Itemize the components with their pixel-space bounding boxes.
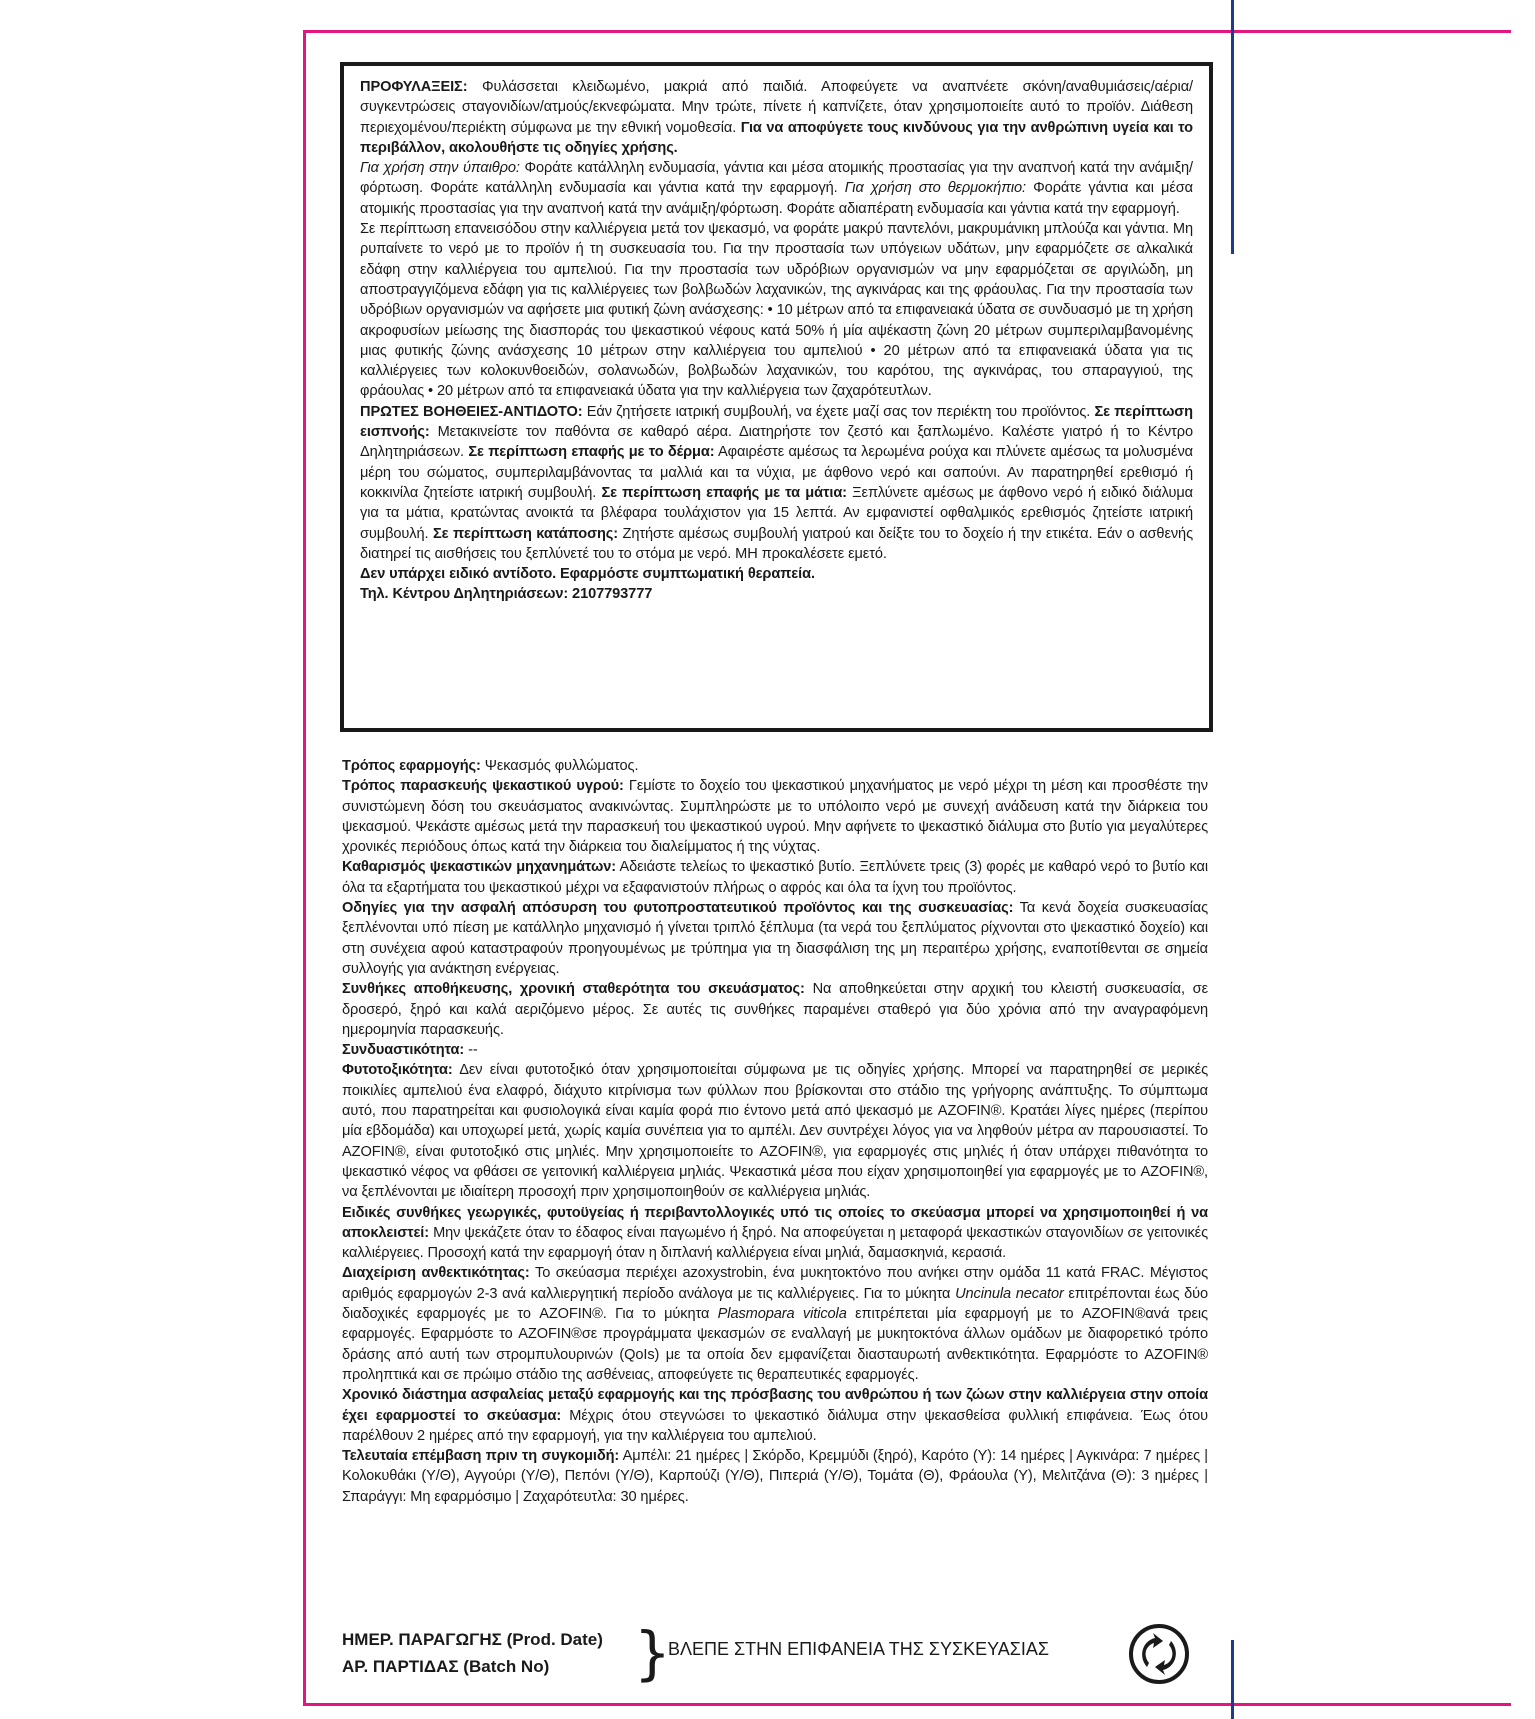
greenhouse-use-label: Για χρήση στο θερμοκήπιο: bbox=[844, 180, 1027, 197]
ingestion-label: Σε περίπτωση κατάποσης: bbox=[432, 525, 619, 542]
ingestion-text: Ζητήστε αμέσως συμβουλή γιατρού και δείξτε του το δοχείο ή την ετικέτα. Εάν ο ασθενής διατηρεί τις αισθήσεις του ξεπλύνετέ του το στόμα με νερό. ΜΗ προκαλέσετε εμετό. bbox=[360, 525, 1194, 562]
resistance-text-3: επιτρέπεται μία εφαρμογή με το AZOFIN®ανά τρεις εφαρμογές. Εφαρμόστε το AZOFIN®σε προγράμματα ψεκασμών σε εναλλαγή με μυκητοκτόνα άλλων ομάδων με διαφορετικό τρόπο δράσης από αυτή των στρομπυλουρινών (QoIs) με τα οποία δεν εμφανίζεται διασταυρωτή ανθεκτικότητα. Εφαρμόστε το AZOFIN® προληπτικά και σε πρώιμο στάδιο της ασθένειας, αποφεύγετε τις θεραπευτικές εφαρμογές. bbox=[342, 1306, 1208, 1383]
preharvest-interval bbox=[342, 1446, 1208, 1507]
first-aid-text: Εάν ζητήσετε ιατρική συμβουλή, να έχετε μαζί σας τον περιέκτη του προϊόντος. bbox=[582, 403, 1095, 420]
usage-instructions bbox=[342, 756, 1208, 1507]
curly-brace: } bbox=[634, 1619, 671, 1687]
phytotoxicity bbox=[342, 1060, 1208, 1202]
storage-label: Συνθήκες αποθήκευσης, χρονική σταθερότητα του σκευάσματος: bbox=[342, 981, 805, 998]
special-conditions-text: Μην ψεκάζετε όταν το έδαφος είναι παγωμένο ή ξηρό. Να αποφεύγεται η μεταφορά ψεκαστικών σταγονιδίων σε γειτονικές καλλιέργειες. Προσοχή κατά την εφαρμογή όταν η διπλανή καλλιέργεια είναι μηλιά, δαμασκηνιά, κερασιά. bbox=[342, 1224, 1208, 1262]
resistance-text-2: επιτρέπονται έως δύο διαδοχικές εφαρμογές με το AZOFIN®. Για το μύκητα bbox=[342, 1285, 1208, 1323]
equipment-cleaning-label: Καθαρισμός ψεκαστικών μηχανημάτων: bbox=[342, 859, 617, 876]
first-aid-label: ΠΡΩΤΕΣ ΒΟΗΘΕΙΕΣ-ΑΝΤΙΔΟΤΟ: bbox=[360, 403, 583, 420]
compatibility bbox=[342, 1040, 1208, 1060]
preparation-label: Τρόπος παρασκευής ψεκαστικού υγρού: bbox=[342, 778, 624, 795]
precautions-box bbox=[340, 62, 1213, 732]
outdoor-use-text: Φοράτε κατάλληλη ενδυμασία, γάντια και μέσα ατομικής προστασίας για την αναπνοή κατά την ανάμιξη/φόρτωση. Φοράτε κατάλληλη ενδυμασία και γάντια κατά την εφαρμογή. bbox=[360, 160, 1193, 197]
outdoor-use-label: Για χρήση στην ύπαιθρο: bbox=[360, 160, 520, 177]
preparation-text: Γεμίστε το δοχείο του ψεκαστικού μηχανήματος με νερό μέχρι τη μέση και προσθέστε την συνιστώμενη δόση του σκευάσματος ανακινώντας. Συμπληρώστε με το υπόλοιπο νερό με συνεχή ανάδευση κατά την διάρκεια του ψεκασμού. Ψεκάστε αμέσως μετά την παρασκευή του ψεκαστικού υγρού. Μην αφήνετε το ψεκαστικό διάλυμα στο βυτίο για μεγαλύτερες χρονικές περιόδους όπως κατά την διάρκεια του διαλείμματος ή της νύχτας. bbox=[342, 778, 1209, 856]
antidote-text: Δεν υπάρχει ειδικό αντίδοτο. Εφαρμόστε συμπτωματική θεραπεία. bbox=[360, 566, 815, 583]
eye-contact-text: Ξεπλύνετε αμέσως με άφθονο νερό ή ειδικό διάλυμα για τα μάτια, κρατώντας ανοικτά τα βλέφαρα τουλάχιστον για 15 λεπτά. Αν εμφανιστεί οφθαλμικός ερεθισμός ζητείστε ιατρική συμβουλή. bbox=[360, 484, 1193, 542]
disposal-label: Οδηγίες για την ασφαλή απόσυρση του φυτοπροστατευτικού προϊόντος και της συσκευασίας: bbox=[342, 900, 1014, 917]
inhalation-text: Μετακινείστε τον παθόντα σε καθαρό αέρα. Διατηρήστε τον ζεστό και ξαπλωμένο. Καλέστε γιατρό ή το Κέντρο Δηλητηριάσεων. bbox=[360, 424, 1193, 461]
application-method-text: Ψεκασμός φυλλώματος. bbox=[480, 758, 639, 774]
cut-line-top bbox=[1231, 0, 1234, 254]
disposal bbox=[342, 898, 1208, 979]
reentry-interval-label: Χρονικό διάστημα ασφαλείας μεταξύ εφαρμογής και της πρόσβασης του ανθρώπου ή των ζώων στην καλλιέργεια στην οποία έχει εφαρμοστεί το σκεύασμα: bbox=[342, 1387, 1208, 1424]
poison-center-line bbox=[360, 584, 1193, 604]
fungus-name-1: Uncinula necator bbox=[955, 1285, 1064, 1302]
environment-paragraph: Σε περίπτωση επανεισόδου στην καλλιέργεια μετά τον ψεκασμό, να φοράτε μακρύ παντελόνι, μακρυμάνικη μπλούζα και γάντια. Μη ρυπαίνετε το νερό με το προϊόν ή τη συσκευασία του. Για την προστασία των υπόγειων υδάτων, μην εφαρμόζετε σε αλκαλικά εδάφη στην καλλιέργεια του αμπελιού. Για την προστασία των υδρόβιων οργανισμών να μην εφαρμόζεται σε αργιλώδη, μη αποστραγγιζόμενα εδάφη για τις καλλιέργειες των βολβωδών λαχανικών, της αγκινάρας και της φράουλας. Για την προστασία των υδρόβιων οργανισμών να αφήσετε μια φυτική ζώνη ανάσχεσης: • 10 μέτρων από τα επιφανειακά ύδατα σε συνδυασμό με τη χρήση ακροφυσίων μείωσης της διασποράς του ψεκαστικού νέφους κατά 50% ή μία αψέκαστη ζώνη 20 μέτρων συμπεριλαμβανομένης μιας φυτικής ζώνης ανάσχεσης 10 μέτρων στην καλλιέργεια του αμπελιού • 20 μέτρων από τα επιφανειακά ύδατα για τις καλλιέργειες των κολοκυνθοειδών, σολανωδών, βολβωδών λαχανικών, του καρότου, της αγκινάρας, του σπαραγγιού, της φράουλας • 20 μέτρων από τα επιφανειακά ύδατα για την καλλιέργεια των ζαχαρότευτλων. bbox=[360, 221, 1193, 400]
equipment-cleaning bbox=[342, 857, 1208, 898]
antidote-line bbox=[360, 564, 1193, 584]
reentry-interval-text: Μέχρις ότου στεγνώσει το ψεκαστικό διάλυμα στην ψεκασθείσα φυλλική επιφάνεια. Έως ότου παρέλθουν 2 ημέρες από την εφαρμογή, για την καλλιέργεια του αμπελιού. bbox=[342, 1407, 1209, 1444]
precautions-paragraph bbox=[360, 77, 1193, 158]
resistance-text-1: Το σκεύασμα περιέχει azoxystrobin, ένα μυκητοκτόνο που ανήκει στην ομάδα 11 κατά FRAC. Μέγιστος αριθμός εφαρμογών 2-3 ανά καλλιεργητική περίοδο ανάλογα με τις καλλιέργειες. Για το μύκητα bbox=[342, 1265, 1208, 1302]
preparation bbox=[342, 776, 1208, 857]
first-aid-paragraph bbox=[360, 402, 1193, 564]
preharvest-interval-label: Τελευταία επέμβαση πριν τη συγκομιδή: bbox=[342, 1448, 620, 1465]
storage bbox=[342, 979, 1208, 1040]
reentry-interval bbox=[342, 1385, 1208, 1446]
preharvest-interval-text: Αμπέλι: 21 ημέρες | Σκόρδο, Κρεμμύδι (ξηρό), Καρότο (Υ): 14 ημέρες | Αγκινάρα: 7 ημέρες | Κολοκυθάκι (Υ/Θ), Αγγούρι (Υ/Θ), Πεπόνι (Υ/Θ), Καρπούζι (Υ/Θ), Πιπεριά (Υ/Θ), Τομάτα (Θ), Φράουλα (Υ), Μελιτζάνα (Θ): 3 ημέρες | Σπαράγγι: Μη εφαρμόσιμο | Ζαχαρότευτλα: 30 ημέρες. bbox=[342, 1448, 1208, 1505]
label-footer bbox=[342, 1619, 1212, 1702]
phytotoxicity-text: Δεν είναι φυτοτοξικό όταν χρησιμοποιείται σύμφωνα με τις οδηγίες χρήσης. Μπορεί να παρατηρηθεί σε μερικές ποικιλίες αμπελιού ένα ελαφρό, διάχυτο κιτρίνισμα των φύλλων που βρίσκονται στο στάδιο της γρήγορης ανάπτυξης. Το σύμπτωμα αυτό, που παρατηρείται και φυσιολογικά είναι καμία φορά πιο έντονο μετά από ψεκασμό με AZOFIN®. Κρατάει λίγες ημέρες (περίπου μία εβδομάδα) και υποχωρεί μετά, χωρίς καμία συνέπεια για το αμπέλι. Δεν συντρέχει λόγος για να ληφθούν μέτρα αν παρουσιαστεί. Το AZOFIN®, είναι φυτοτοξικό στις μηλιές. Μην χρησιμοποιείτε το AZOFIN®, για εφαρμογές στις μηλιές ή όταν υπάρχει πιθανότητα το ψεκαστικό νέφος να φθάσει σε γειτονική καλλιέργεια μηλιάς. Ψεκαστικά μέσα που είχαν χρησιμοποιηθεί για εφαρμογές με το AZOFIN®, να ξεπλένονται με ιδιαίτερη προσοχή πριν χρησιμοποιηθούν σε καλλιέργεια μηλιάς. bbox=[342, 1062, 1208, 1201]
special-conditions-label: Ειδικές συνθήκες γεωργικές, φυτοϋγείας ή περιβαντολλογικές υπό τις οποίες το σκεύασμα μπορεί να χρησιμοποιηθεί ή να αποκλειστεί: bbox=[342, 1204, 1208, 1241]
resistance-management bbox=[342, 1263, 1208, 1385]
cut-line-bottom bbox=[1231, 1640, 1234, 1719]
storage-text: Να αποθηκεύεται στην αρχική του κλειστή συσκευασία, σε δροσερό, ξηρό και καλά αεριζόμενο μέρος. Σε αυτές τις συνθήκες παραμένει σταθερό για δύο χρόνια από την αναγραφόμενη ημερομηνία παρασκευής. bbox=[342, 981, 1208, 1038]
precautions-warning: Για να αποφύγετε τους κινδύνους για την ανθρώπινη υγεία και το περιβάλλον, ακολουθήστε τις οδηγίες χρήσης. bbox=[360, 119, 1193, 156]
skin-contact-text: Αφαιρέστε αμέσως τα λερωμένα ρούχα και πλύνετε αμέσως τα μολυσμένα μέρη του σώματος, συμπεριλαμβάνοντας τα μαλλιά και τα νύχια, με άφθονο νερό και σαπούνι. Αν παρατηρηθεί ερεθισμό ή κοκκινίλα ζητείστε ιατρική συμβουλή. bbox=[360, 444, 1193, 501]
poison-center-phone: Τηλ. Κέντρου Δηλητηριάσεων: 2107793777 bbox=[360, 586, 653, 603]
compatibility-text: -- bbox=[464, 1042, 478, 1059]
prod-date-label: ΗΜΕΡ. ΠΑΡΑΓΩΓΗΣ (Prod. Date) bbox=[342, 1630, 603, 1649]
precautions-label: ΠΡΟΦΥΛΑΞΕΙΣ: bbox=[360, 79, 468, 95]
disposal-text: Τα κενά δοχεία συσκευασίας ξεπλένονται υπό πίεση με κατάλληλο μηχανισμό ή γίνεται τριπλό ξέπλυμα (τα νερά του ξεπλύματος ρίχνονται στο ψεκαστικό δοχείο) και στη συνέχεια αφού καταστραφούν προηγουμένως με τρύπημα για τη διασφάλιση της μη περαιτέρω χρήσης, εναποτίθενται σε σημεία συλλογής για ανάκτηση ενέργειας. bbox=[342, 900, 1209, 977]
eye-contact-label: Σε περίπτωση επαφής με τα μάτια: bbox=[601, 484, 847, 501]
compatibility-label: Συνδυαστικότητα: bbox=[342, 1042, 465, 1059]
precautions-text bbox=[360, 77, 1193, 605]
application-method-label: Τρόπος εφαρμογής: bbox=[342, 758, 481, 774]
phytotoxicity-label: Φυτοτοξικότητα: bbox=[342, 1062, 453, 1079]
special-conditions bbox=[342, 1203, 1208, 1264]
greenhouse-use-text: Φοράτε γάντια και μέσα ατομικής προστασίας για την αναπνοή κατά την ανάμιξη/φόρτωση. Φοράτε αδιαπέρατη ενδυμασία και γάντια κατά την εφαρμογή. bbox=[360, 180, 1193, 217]
see-package-text: ΒΛΕΠΕ ΣΤΗΝ ΕΠΙΦΑΝΕΙΑ ΤΗΣ ΣΥΣΚΕΥΑΣΙΑΣ bbox=[668, 1639, 1050, 1659]
batch-number-label: ΑΡ. ΠΑΡΤΙΔΑΣ (Batch No) bbox=[342, 1657, 550, 1676]
precautions-body: Φυλάσσεται κλειδωμένο, μακριά από παιδιά. Αποφεύγετε να αναπνέετε σκόνη/αναθυμιάσεις/αέρια/συγκεντρώσεις σταγονιδίων/ατμούς/εκνεφώματα. Μην τρώτε, πίνετε ή καπνίζετε, όταν χρησιμοποιείτε αυτό το προϊόν. Διάθεση περιεχομένου/περιέκτη σύμφωνα με την εθνική νομοθεσία. bbox=[360, 79, 1193, 136]
resistance-management-label: Διαχείριση ανθεκτικότητας: bbox=[342, 1265, 530, 1282]
fungus-name-2: Plasmopara viticola bbox=[717, 1306, 847, 1323]
inhalation-label: Σε περίπτωση εισπνοής: bbox=[360, 403, 1193, 441]
application-method bbox=[342, 756, 1208, 776]
equipment-cleaning-text: Αδειάστε τελείως το ψεκαστικό βυτίο. Ξεπλύνετε τρεις (3) φορές με καθαρό νερό το βυτίο και όλα τα εξαρτήματα του ψεκαστικού μέχρι να εξαφανιστούν πλήρως ο αφρός και όλα τα ίχνη του προϊόντος. bbox=[342, 859, 1209, 896]
skin-contact-label: Σε περίπτωση επαφής με το δέρμα: bbox=[468, 444, 715, 461]
green-dot-recycle-icon bbox=[1128, 1623, 1190, 1685]
ppe-paragraph bbox=[360, 158, 1193, 219]
production-info bbox=[342, 1626, 603, 1680]
